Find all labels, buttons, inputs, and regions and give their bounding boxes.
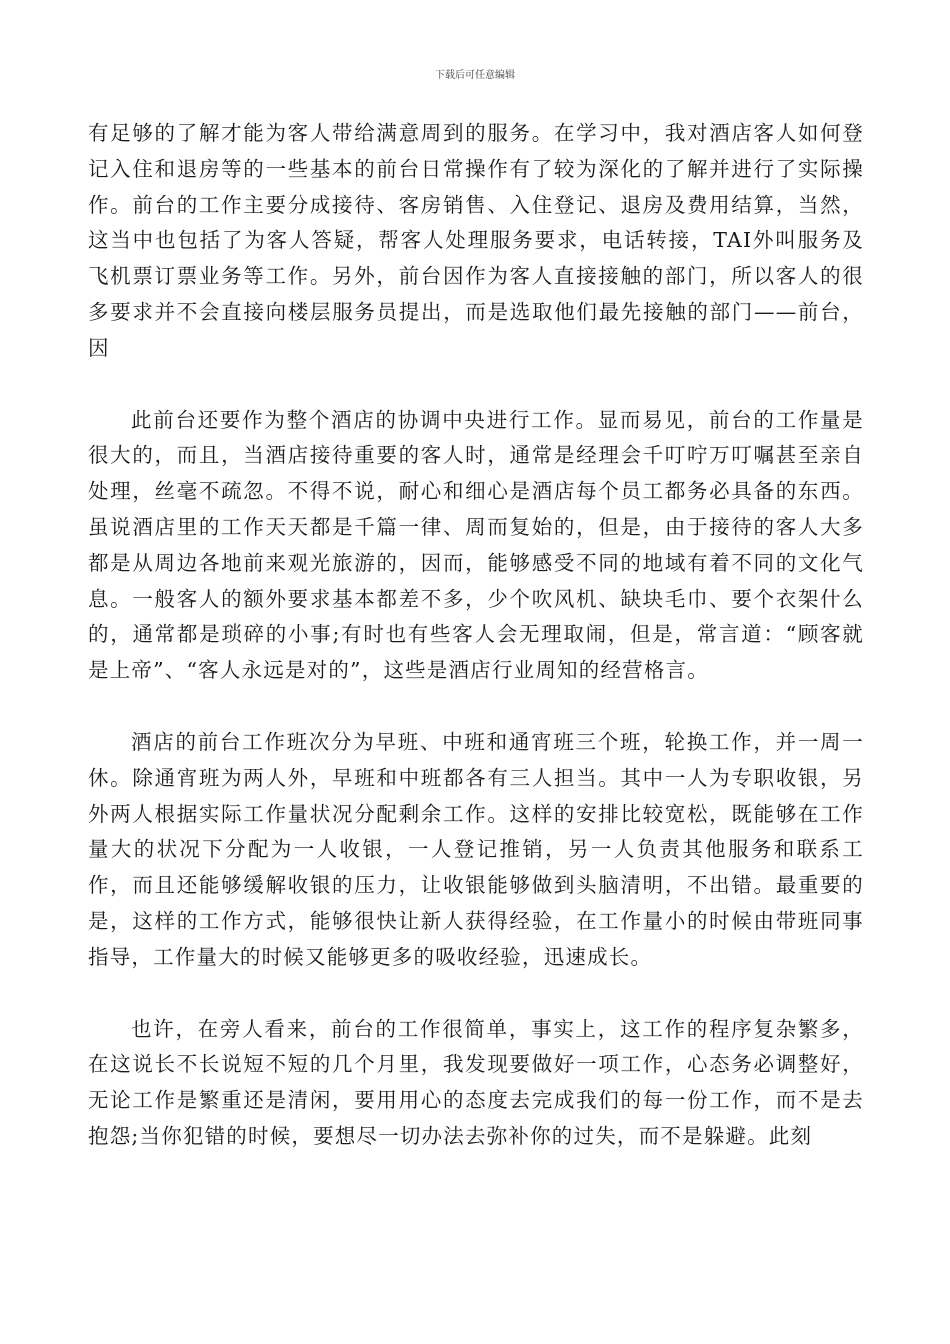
paragraph-spacer <box>88 367 864 403</box>
page-header: 下载后可任意编辑 <box>435 70 515 81</box>
paragraph-3: 酒店的前台工作班次分为早班、中班和通宵班三个班，轮换工作，并一周一休。除通宵班为两人外，早班和中班都各有三人担当。其中一人为专职收银，另外两人根据实际工作量状况分配剩余工作。这样的安排比较宽松，既能够在工作量大的状况下分配为一人收银，一人登记推销，另一人负责其他服务和联系工作，而且还能够缓解收银的压力，让收银能够做到头脑清明，不出错。最重要的是，这样的工作方式，能够很快让新人获得经验，在工作量小的时候由带班同事指导，工作量大的时候又能够更多的吸收经验，迅速成长。 <box>88 729 864 969</box>
paragraph-4: 也许，在旁人看来，前台的工作很简单，事实上，这工作的程序复杂繁多，在这说长不长说短不短的几个月里，我发现要做好一项工作，心态务必调整好，无论工作是繁重还是清闲，要用用心的态度去完成我们的每一份工作，而不是去抱怨;当你犯错的时候，要想尽一切办法去弥补你的过失，而不是躲避。此刻 <box>88 1016 864 1148</box>
paragraph-spacer <box>88 689 864 725</box>
paragraph-spacer <box>88 976 864 1012</box>
paragraph-2: 此前台还要作为整个酒店的协调中央进行工作。显而易见，前台的工作量是很大的，而且，当酒店接待重要的客人时，通常是经理会千叮咛万叮嘱甚至亲自处理，丝毫不疏忽。不得不说，耐心和细心是酒店每个员工都务必具备的东西。虽说酒店里的工作天天都是千篇一律、周而复始的，但是，由于接待的客人大多都是从周边各地前来观光旅游的，因而，能够感受不同的地域有着不同的文化气息。一般客人的额外要求基本都差不多，少个吹风机、缺块毛巾、要个衣架什么的，通常都是琐碎的小事;有时也有些客人会无理取闹，但是，常言道：“顾客就是上帝”、“客人永远是对的”，这些是酒店行业周知的经营格言。 <box>88 407 864 683</box>
document-body <box>88 116 864 1155</box>
paragraph-1: 有足够的了解才能为客人带给满意周到的服务。在学习中，我对酒店客人如何登记入住和退房等的一些基本的前台日常操作有了较为深化的了解并进行了实际操作。前台的工作主要分成接待、客房销售、入住登记、退房及费用结算，当然，这当中也包括了为客人答疑，帮客人处理服务要求，电话转接，TAI外叫服务及飞机票订票业务等工作。另外，前台因作为客人直接接触的部门，所以客人的很多要求并不会直接向楼层服务员提出，而是选取他们最先接触的部门——前台，因 <box>88 121 864 360</box>
